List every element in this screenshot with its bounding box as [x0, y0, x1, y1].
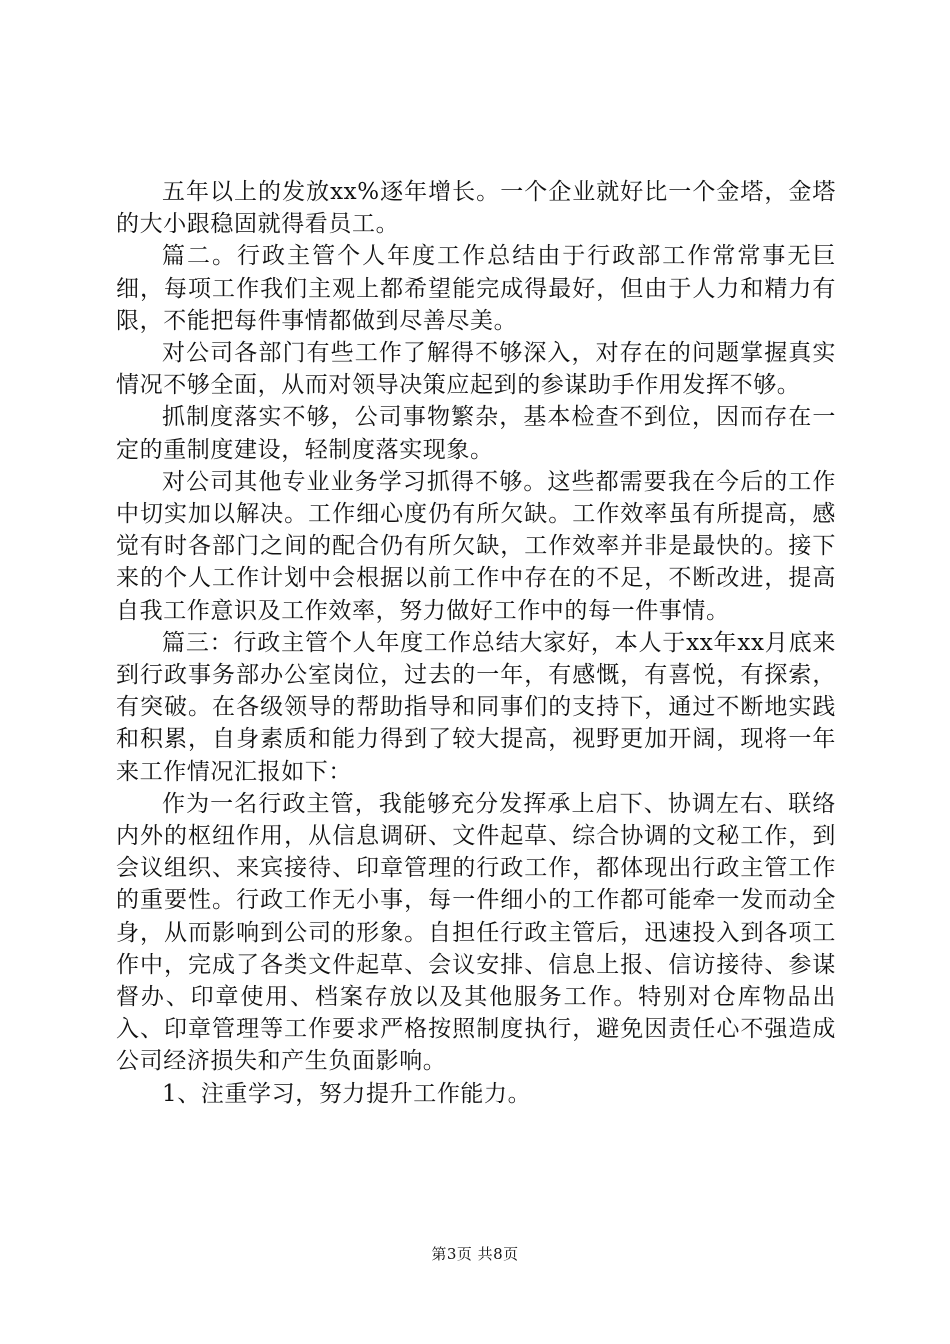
- paragraph-1: 五年以上的发放xx%逐年增长。一个企业就好比一个金塔，金塔的大小跟稳固就得看员工。: [116, 179, 836, 238]
- paragraph-6: 篇三：行政主管个人年度工作总结大家好，本人于xx年xx月底来到行政事务部办公室岗位，过去的一年，有感慨，有喜悦，有探索，有突破。在各级领导的帮助指导和同事们的支持下，通过不断地实践和积累，自身素质和能力得到了较大提高，视野更加开阔，现将一年来工作情况汇报如下：: [116, 629, 836, 785]
- document-body: [116, 176, 836, 1110]
- paragraph-8: 1、注重学习，努力提升工作能力。: [162, 1080, 532, 1107]
- paragraph-7: 作为一名行政主管，我能够充分发挥承上启下、协调左右、联络内外的枢纽作用，从信息调研、文件起草、综合协调的文秘工作，到会议组织、来宾接待、印章管理的行政工作，都体现出行政主管工作的重要性。行政工作无小事，每一件细小的工作都可能牵一发而动全身，从而影响到公司的形象。自担任行政主管后，迅速投入到各项工作中，完成了各类文件起草、会议安排、信息上报、信访接待、参谋督办、印章使用、档案存放以及其他服务工作。特别对仓库物品出入、印章管理等工作要求严格按照制度执行，避免因责任心不强造成公司经济损失和产生负面影响。: [116, 790, 836, 1075]
- paragraph-3: 对公司各部门有些工作了解得不够深入，对存在的问题掌握真实情况不够全面，从而对领导决策应起到的参谋助手作用发挥不够。: [116, 340, 836, 399]
- paragraph-5: 对公司其他专业业务学习抓得不够。这些都需要我在今后的工作中切实加以解决。工作细心度仍有所欠缺。工作效率虽有所提高，感觉有时各部门之间的配合仍有所欠缺，工作效率并非是最快的。接下来的个人工作计划中会根据以前工作中存在的不足，不断改进，提高自我工作意识及工作效率，努力做好工作中的每一件事情。: [116, 468, 836, 624]
- paragraph-2: 篇二。行政主管个人年度工作总结由于行政部工作常常事无巨细，每项工作我们主观上都希望能完成得最好，但由于人力和精力有限，不能把每件事情都做到尽善尽美。: [116, 243, 836, 334]
- page-number: 第3页 共8页: [431, 1245, 519, 1263]
- paragraph-4: 抓制度落实不够，公司事物繁杂，基本检查不到位，因而存在一定的重制度建设，轻制度落实现象。: [116, 404, 836, 463]
- page-footer: [0, 1244, 950, 1264]
